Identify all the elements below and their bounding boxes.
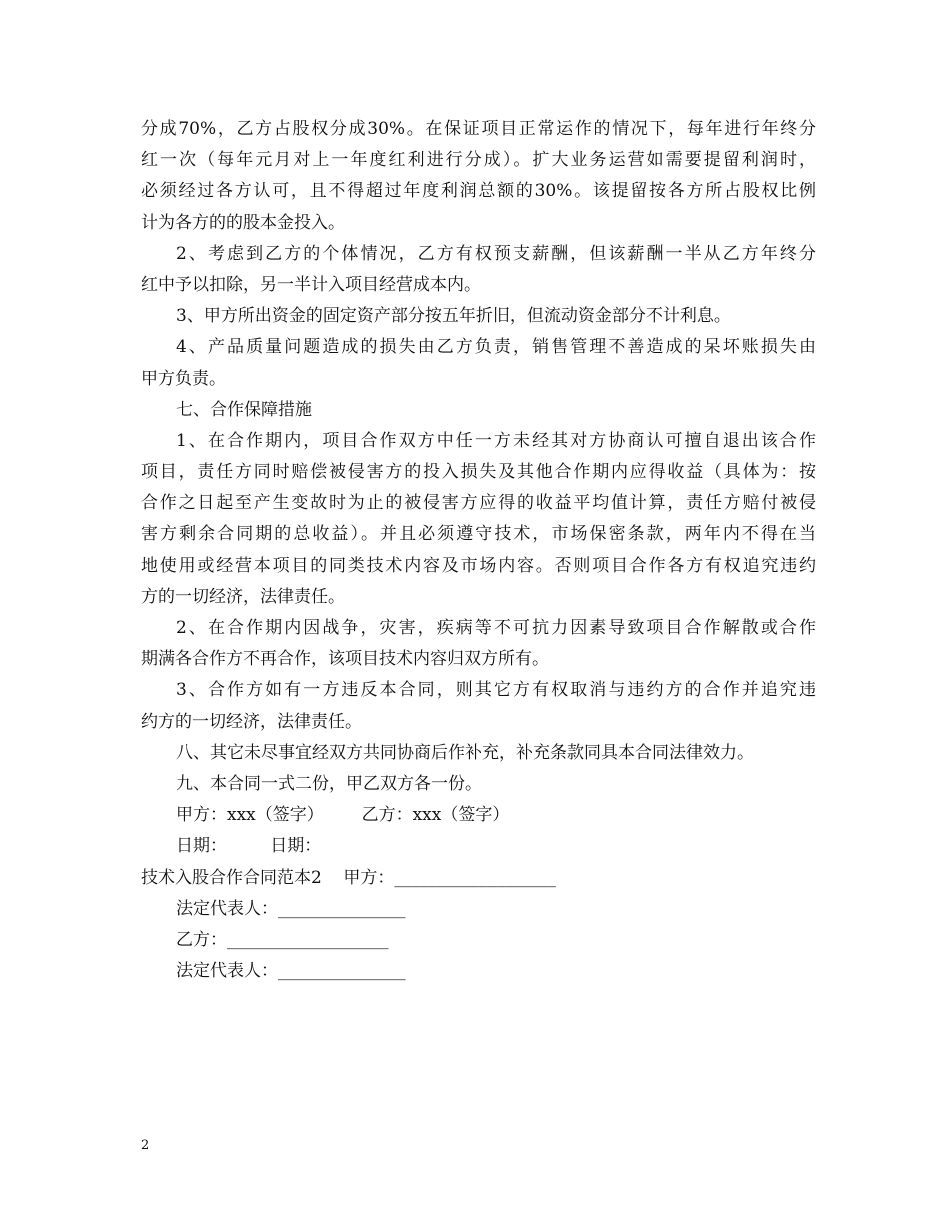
text-line: 2、考虑到乙方的个体情况，乙方有权预支薪酬，但该薪酬一半从乙方年终分 [176, 243, 816, 264]
text-line: 乙方：___________________ [176, 929, 389, 950]
text-line: 必须经过各方认可，且不得超过年度利润总额的30%。该提留按各方所占股权比例 [141, 181, 816, 202]
text-line: 分成70%，乙方占股权分成30%。在保证项目正常运作的情况下，每年进行年终分 [141, 119, 816, 139]
text-line: 3、甲方所出资金的固定资产部分按五年折旧，但流动资金部分不计利息。 [176, 306, 731, 327]
text-line: 地使用或经营本项目的同类技术内容及市场内容。否则项目合作各方有权追究违约 [141, 555, 816, 576]
text-line: 约方的一切经济，法律责任。 [141, 711, 362, 732]
text-line: 七、合作保障措施 [176, 399, 312, 420]
text-line: 甲方负责。 [141, 368, 226, 389]
text-line: 1、在合作期内，项目合作双方中任一方未经其对方协商认可擅自退出该合作 [176, 430, 816, 451]
text-line: 项目，责任方同时赔偿被侵害方的投入损失及其他合作期内应得收益（具体为：按 [141, 462, 816, 483]
text-line: 日期： 日期： [176, 836, 322, 857]
text-line: 九、本合同一式二份，甲乙双方各一份。 [176, 773, 482, 794]
text-line: 3、合作方如有一方违反本合同，则其它方有权取消与违约方的合作并追究违 [176, 680, 816, 701]
text-line: 甲方：xxx（签字） 乙方：xxx（签字） [176, 805, 510, 826]
page-number: 2 [141, 1138, 150, 1153]
text-line: 法定代表人：_______________ [176, 961, 406, 982]
text-line: 八、其它未尽事宜经双方共同协商后作补充，补充条款同具本合同法律效力。 [176, 742, 754, 763]
text-line: 2、在合作期内因战争，灾害，疾病等不可抗力因素导致项目合作解散或合作 [176, 618, 816, 638]
document-body [141, 114, 816, 987]
text-line: 计为各方的的股本金投入。 [141, 212, 345, 233]
text-line: 4、产品质量问题造成的损失由乙方负责，销售管理不善造成的呆坏账损失由 [176, 337, 816, 358]
text-line: 合作之日起至产生变故时为止的被侵害方应得的收益平均值计算，责任方赔付被侵 [141, 493, 816, 514]
text-line: 方的一切经济，法律责任。 [141, 586, 345, 607]
text-line: 红中予以扣除，另一半计入项目经营成本内。 [141, 274, 481, 295]
text-line: 害方剩余合同期的总收益）。并且必须遵守技术，市场保密条款，两年内不得在当 [141, 524, 816, 545]
text-line: 红一次（每年元月对上一年度红利进行分成）。扩大业务运营如需要提留利润时， [141, 150, 816, 171]
text-line: 期满各合作方不再合作，该项目技术内容归双方所有。 [141, 649, 549, 670]
text-line: 技术入股合作合同范本2 甲方：___________________ [141, 867, 556, 888]
text-line: 法定代表人：_______________ [176, 898, 406, 919]
